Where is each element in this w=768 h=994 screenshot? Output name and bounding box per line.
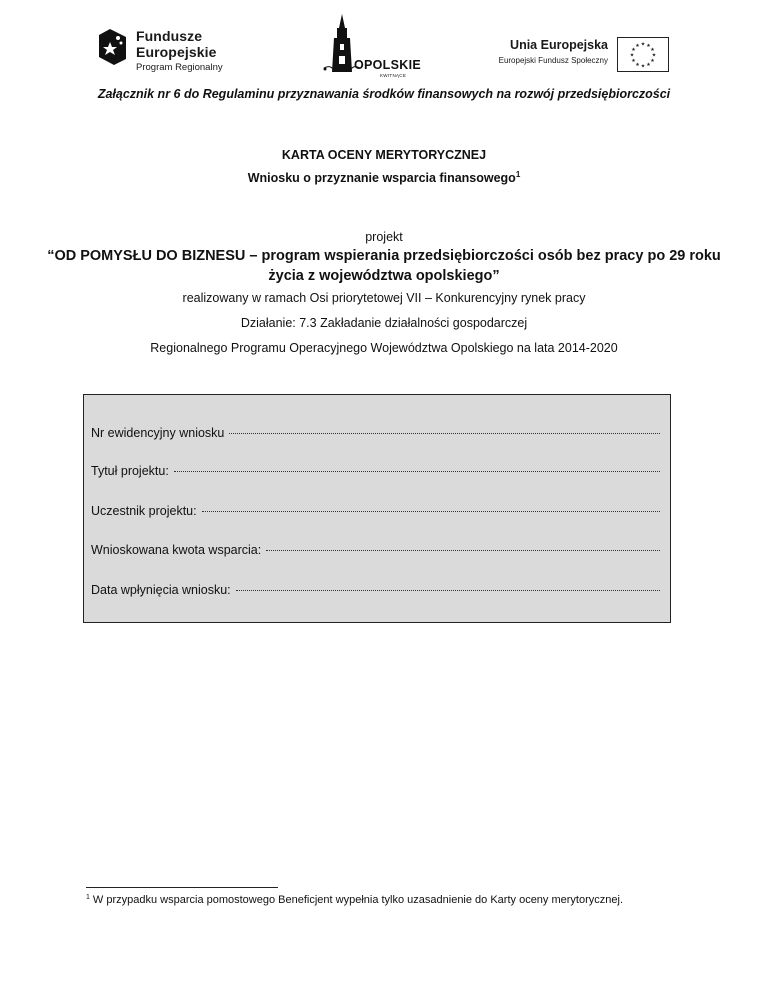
requested-amount-label: Wnioskowana kwota wsparcia: bbox=[91, 543, 262, 557]
ue-logo-sub: Europejski Fundusz Społeczny bbox=[498, 56, 608, 65]
requested-amount-field[interactable] bbox=[91, 543, 660, 561]
eu-star-icon: ★ bbox=[629, 52, 635, 59]
submission-date-field[interactable] bbox=[91, 583, 660, 601]
eu-star-icon: ★ bbox=[650, 47, 655, 53]
eu-star-icon: ★ bbox=[635, 42, 640, 49]
fe-logo-sub: Program Regionalny bbox=[136, 62, 223, 73]
footnote-separator bbox=[86, 887, 278, 888]
eu-flag-icon bbox=[617, 37, 669, 72]
fill-line bbox=[229, 433, 660, 434]
project-title: “OD POMYSŁU DO BIZNESU – program wspierania przedsiębiorczości osób bez pracy po 29 roku życia z województwa opolskiego” bbox=[47, 248, 721, 284]
fundusze-europejskie-logo bbox=[96, 25, 246, 75]
footnote-ref: 1 bbox=[515, 170, 521, 179]
project-programme: Regionalnego Programu Operacyjnego Województwa Opolskiego na lata 2014-2020 bbox=[150, 341, 618, 355]
ue-logo-title: Unia Europejska bbox=[510, 38, 608, 52]
card-subtitle bbox=[40, 170, 728, 185]
eu-star-icon: ★ bbox=[651, 52, 657, 59]
application-number-field[interactable] bbox=[91, 426, 660, 444]
project-action: Działanie: 7.3 Zakładanie działalności gospodarczej bbox=[240, 316, 528, 330]
card-title: KARTA OCENY MERYTORYCZNEJ bbox=[281, 148, 487, 162]
application-number-label: Nr ewidencyjny wniosku bbox=[91, 426, 225, 440]
project-label: projekt bbox=[365, 230, 403, 244]
participant-label: Uczestnik projektu: bbox=[91, 504, 197, 518]
fe-logo-line1: Fundusze bbox=[136, 28, 203, 44]
opolskie-logo-sub: KWITNĄCE bbox=[380, 73, 407, 78]
annex-heading: Załącznik nr 6 do Regulaminu przyznawania środków finansowych na rozwój przedsiębiorczości bbox=[97, 87, 671, 101]
footnote-number: 1 bbox=[86, 894, 90, 901]
opolskie-logo bbox=[310, 14, 421, 80]
fe-logo-line2: Europejskie bbox=[136, 44, 217, 60]
fe-star-emblem-icon bbox=[96, 27, 130, 67]
footnote-text: W przypadku wsparcia pomostowego Beneficjent wypełnia tylko uzasadnienie do Karty oceny merytorycznej. bbox=[92, 894, 624, 906]
fill-line bbox=[236, 590, 660, 591]
application-info-box bbox=[83, 394, 671, 623]
eu-star-icon: ★ bbox=[635, 62, 640, 69]
footnote bbox=[86, 894, 623, 906]
eu-star-icon: ★ bbox=[631, 58, 636, 64]
project-title-field[interactable] bbox=[91, 464, 660, 482]
fill-line bbox=[202, 511, 660, 512]
eu-star-icon: ★ bbox=[640, 63, 646, 70]
opolskie-logo-name: OPOLSKIE bbox=[354, 58, 421, 72]
participant-field[interactable] bbox=[91, 504, 660, 522]
eu-star-icon: ★ bbox=[646, 42, 651, 49]
fill-line bbox=[266, 550, 660, 551]
eu-star-icon: ★ bbox=[631, 47, 636, 53]
fill-line bbox=[174, 471, 660, 472]
project-title-label: Tytuł projektu: bbox=[91, 464, 169, 478]
submission-date-label: Data wpłynięcia wniosku: bbox=[91, 583, 231, 597]
eu-star-icon: ★ bbox=[650, 58, 655, 64]
project-realized: realizowany w ramach Osi priorytetowej VII – Konkurencyjny rynek pracy bbox=[182, 291, 586, 305]
unia-europejska-logo bbox=[480, 34, 670, 74]
eu-star-icon: ★ bbox=[646, 62, 651, 69]
eu-star-icon: ★ bbox=[640, 41, 646, 48]
card-subtitle-text: Wniosku o przyznanie wsparcia finansowego bbox=[247, 171, 516, 185]
